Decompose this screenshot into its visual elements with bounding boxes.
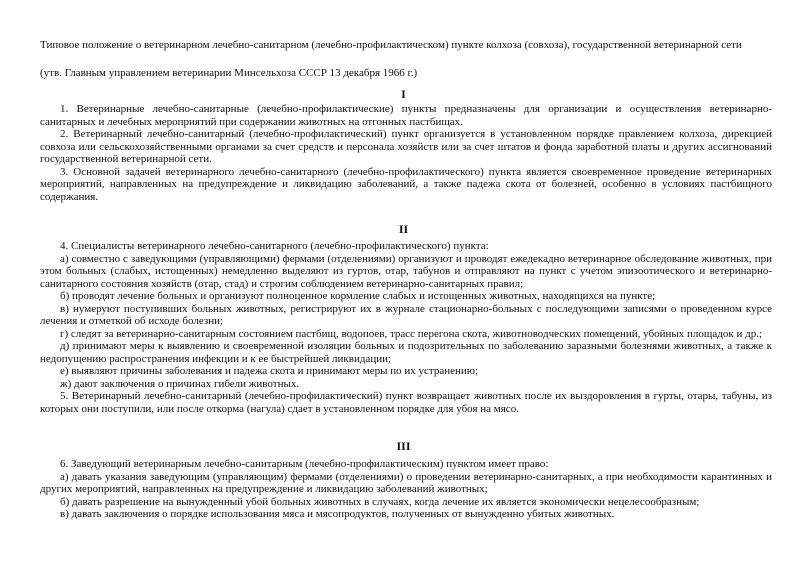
paragraph-2: 2. Ветеринарный лечебно-санитарный (лечебно-профилактический) пункт организуется в установленном порядке правлением колхоза, дирекцией совхоза или сельскохозяйственными органами за счет средств и персонала хозяйств или за счет штатов и фонда заработной платы и других ассигнований государственной ветеринарной сети. <box>40 128 772 165</box>
paragraph-3: 3. Основной задачей ветеринарного лечебно-санитарного (лечебно-профилактического) пункта является своевременное проведение ветеринарных мероприятий, направленных на предупреждение и ликвидацию заболеваний, а также падежа скота от болезней, особенно в условиях пастбищного содержания. <box>40 165 772 203</box>
paragraph-6b: б) давать разрешение на вынужденный убой больных животных в случаях, когда лечение их является экономически нецелесообразным; <box>60 495 700 508</box>
paragraph-1: 1. Ветеринарные лечебно-санитарные (лечебно-профилактические) пункты предназначены для организации и осуществления ветеринарно-санитарных и лечебных мероприятий при содержании животных на отгонных пастбищах. <box>40 103 772 128</box>
section-1-body <box>40 103 772 203</box>
section-heading-1: I <box>401 87 406 101</box>
section-3-body <box>40 458 772 521</box>
paragraph-4a: а) совместно с заведующими (управляющими) фермами (отделениями) организуют и проводят ежедекадно ветеринарное обследование животных, при этом больных (слабых, истощенных) немедленно выделяют из гуртов, отар, табунов и отправляют на пункт с учетом эпизоотического и ветеринарно-санитарного состояния хозяйств (отар, стад) и строгим соблюдением ветеринарно-санитарных правил; <box>40 252 772 290</box>
paragraph-4e: е) выявляют причины заболевания и падежа скота и принимают меры по их устранению; <box>60 365 479 377</box>
document-title: Типовое положение о ветеринарном лечебно-санитарном (лечебно-профилактическом) пункте колхоза (совхоза), государственной ветеринарной сети <box>40 39 742 51</box>
section-heading-3: III <box>396 439 411 453</box>
document-subtitle: (утв. Главным управлением ветеринарии Минсельхоза СССР 13 декабря 1966 г.) <box>40 67 418 79</box>
section-heading-2: II <box>398 222 409 236</box>
paragraph-4: 4. Специалисты ветеринарного лечебно-санитарного (лечебно-профилактического) пункта: <box>60 240 489 252</box>
paragraph-4g: г) следят за ветеринарно-санитарным состоянием пастбищ, водопоев, трасс перегона скота, животноводческих помещений, убойных площадок и др.; <box>60 327 762 340</box>
paragraph-4v: в) нумеруют поступивших больных животных, регистрируют их в журнале стационарно-больных с последующими записями о проведенном курсе лечения и отметкой об исходе болезни; <box>40 302 772 327</box>
paragraph-4zh: ж) дают заключения о причинах гибели животных. <box>60 377 300 390</box>
paragraph-4b: б) проводят лечение больных и организуют полноценное кормление слабых и истощенных животных, находящихся на пункте; <box>60 290 656 302</box>
paragraph-4d: д) принимают меры к выявлению и своевременной изоляции больных и подозрительных по заболеванию заразными болезнями животных, а также к недопущению распространения инфекции и к ее быстрейшей ликвидации; <box>40 340 772 365</box>
section-2-body <box>40 240 772 415</box>
paragraph-6a: а) давать указания заведующим (управляющим) фермами (отделениями) о проведении ветеринарно-санитарных, а при необходимости карантинных и других мероприятий, направленных на предупреждение и ликвидацию заболеваний животных; <box>40 470 772 495</box>
paragraph-6: 6. Заведующий ветеринарным лечебно-санитарным (лечебно-профилактическим) пунктом имеет право: <box>60 458 549 470</box>
paragraph-6v: в) давать заключения о порядке использования мяса и мясопродуктов, полученных от вынужденно убитых животных. <box>60 508 615 520</box>
paragraph-5: 5. Ветеринарный лечебно-санитарный (лечебно-профилактический) пункт возвращает животных после их выздоровления в гурты, отары, табуны, из которых они поступили, или после откорма (нагула) сдает в установленном порядке для убоя на мясо. <box>40 390 772 415</box>
